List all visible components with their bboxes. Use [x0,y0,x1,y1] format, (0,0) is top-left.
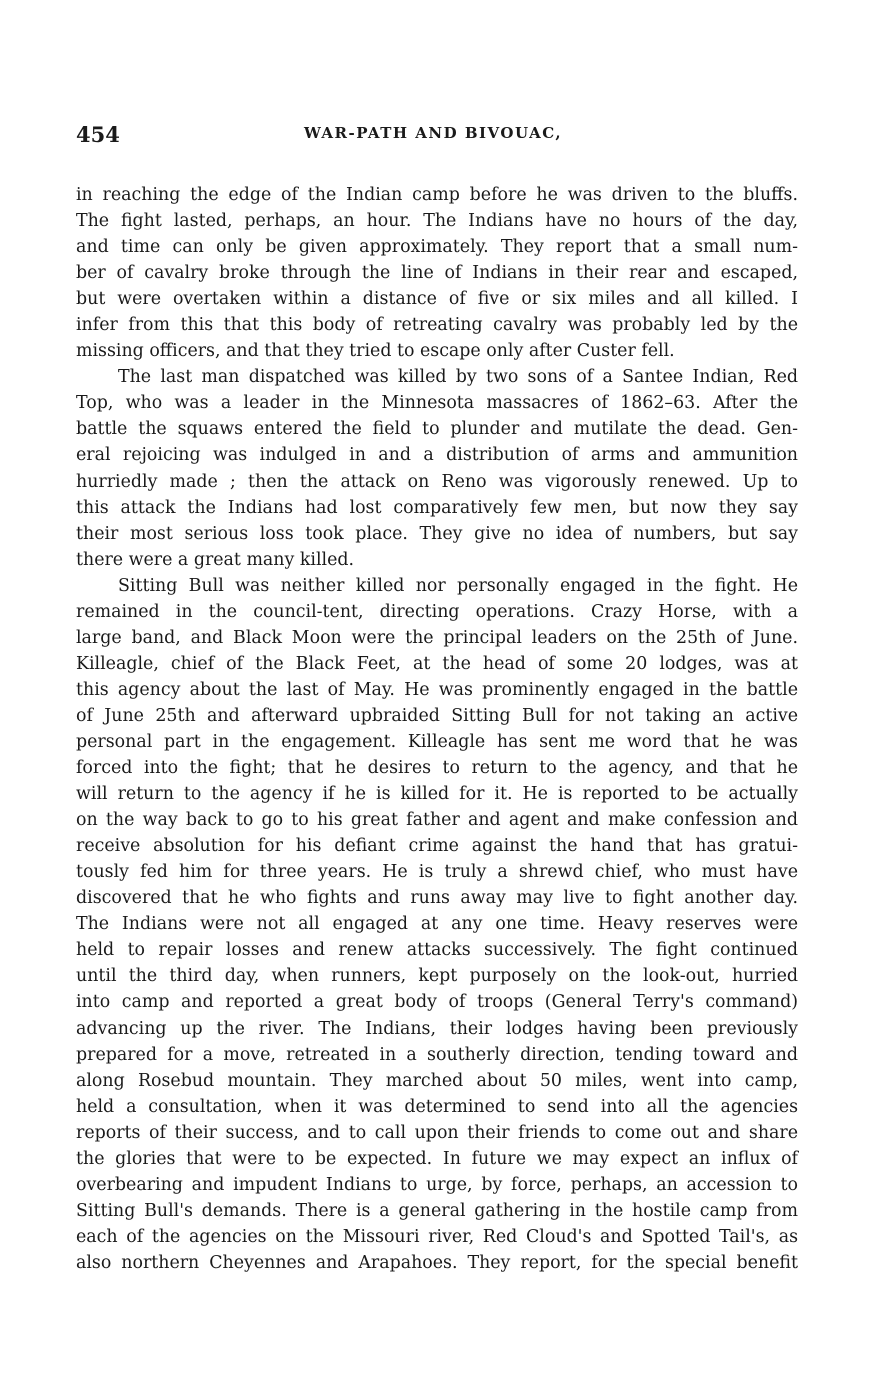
text-line: forced into the fight; that he desires to return to the agency, and that he [76,758,798,779]
text-line: into camp and reported a great body of troops (General Terry's command) [76,992,798,1013]
text-line: advancing up the river. The Indians, their lodges having been previously [76,1018,798,1039]
text-line: personal part in the engagement. Killeagle has sent me word that he was [76,731,798,752]
page-number: 454 [76,122,120,147]
text-line: tously fed him for three years. He is truly a shrewd chief, who must have [76,862,798,883]
text-line: ber of cavalry broke through the line of Indians in their rear and escaped, [76,263,798,284]
text-line: overbearing and impudent Indians to urge, by force, perhaps, an accession to [76,1174,798,1195]
text-line: this attack the Indians had lost comparatively few men, but now they say [76,497,798,518]
text-line: held a consultation, when it was determined to send into all the agencies [76,1096,798,1117]
text-line: each of the agencies on the Missouri river, Red Cloud's and Spotted Tail's, as [76,1226,798,1247]
text-line: held to repair losses and renew attacks successively. The fight continued [76,940,798,961]
paragraph-start-line: The last man dispatched was killed by two sons of a Santee Indian, Red [118,367,798,388]
body-text [76,182,798,1276]
text-line: The Indians were not all engaged at any one time. Heavy reserves were [76,914,798,935]
text-line: of June 25th and afterward upbraided Sitting Bull for not taking an active [76,705,798,726]
text-line: Killeagle, chief of the Black Feet, at the head of some 20 lodges, was at [76,653,798,674]
text-line: missing officers, and that they tried to escape only after Custer fell. [76,341,675,362]
text-line: but were overtaken within a distance of five or six miles and all killed. I [76,289,798,310]
text-line: also northern Cheyennes and Arapahoes. They report, for the special benefit [76,1252,798,1273]
text-line: Top, who was a leader in the Minnesota massacres of 1862–63. After the [76,393,798,414]
text-line: battle the squaws entered the field to plunder and mutilate the dead. Gen- [76,419,798,440]
text-line: reports of their success, and to call upon their friends to come out and share [76,1122,798,1143]
text-line: this agency about the last of May. He was prominently engaged in the battle [76,679,798,700]
text-line: will return to the agency if he is killed for it. He is reported to be actually [76,784,798,805]
text-line: remained in the council-tent, directing operations. Crazy Horse, with a [76,601,798,622]
text-line: eral rejoicing was indulged in and a distribution of arms and ammunition [76,445,798,466]
text-line: there were a great many killed. [76,549,355,570]
text-line: and time can only be given approximately. They report that a small num- [76,237,798,258]
text-line: prepared for a move, retreated in a southerly direction, tending toward and [76,1044,798,1065]
text-line: along Rosebud mountain. They marched about 50 miles, went into camp, [76,1070,798,1091]
text-line: infer from this that this body of retreating cavalry was probably led by the [76,315,798,336]
text-line: Sitting Bull's demands. There is a general gathering in the hostile camp from [76,1200,798,1221]
text-line: until the third day, when runners, kept purposely on the look-out, hurried [76,966,798,987]
text-line: hurriedly made ; then the attack on Reno was vigorously renewed. Up to [76,471,798,492]
text-line: discovered that he who fights and runs away may live to fight another day. [76,888,798,909]
running-title: WAR-PATH AND BIVOUAC, [304,124,563,142]
text-line: receive absolution for his defiant crime against the hand that has gratui- [76,836,798,857]
text-line: on the way back to go to his great father and agent and make confession and [76,810,798,831]
page-header [76,122,798,152]
text-line: large band, and Black Moon were the principal leaders on the 25th of June. [76,627,798,648]
text-line: their most serious loss took place. They give no idea of numbers, but say [76,523,798,544]
text-line: The fight lasted, perhaps, an hour. The Indians have no hours of the day, [76,211,798,232]
text-line: in reaching the edge of the Indian camp before he was driven to the bluffs. [76,185,798,205]
paragraph-start-line: Sitting Bull was neither killed nor personally engaged in the fight. He [118,575,798,596]
text-line: the glories that were to be expected. In future we may expect an influx of [76,1148,798,1169]
